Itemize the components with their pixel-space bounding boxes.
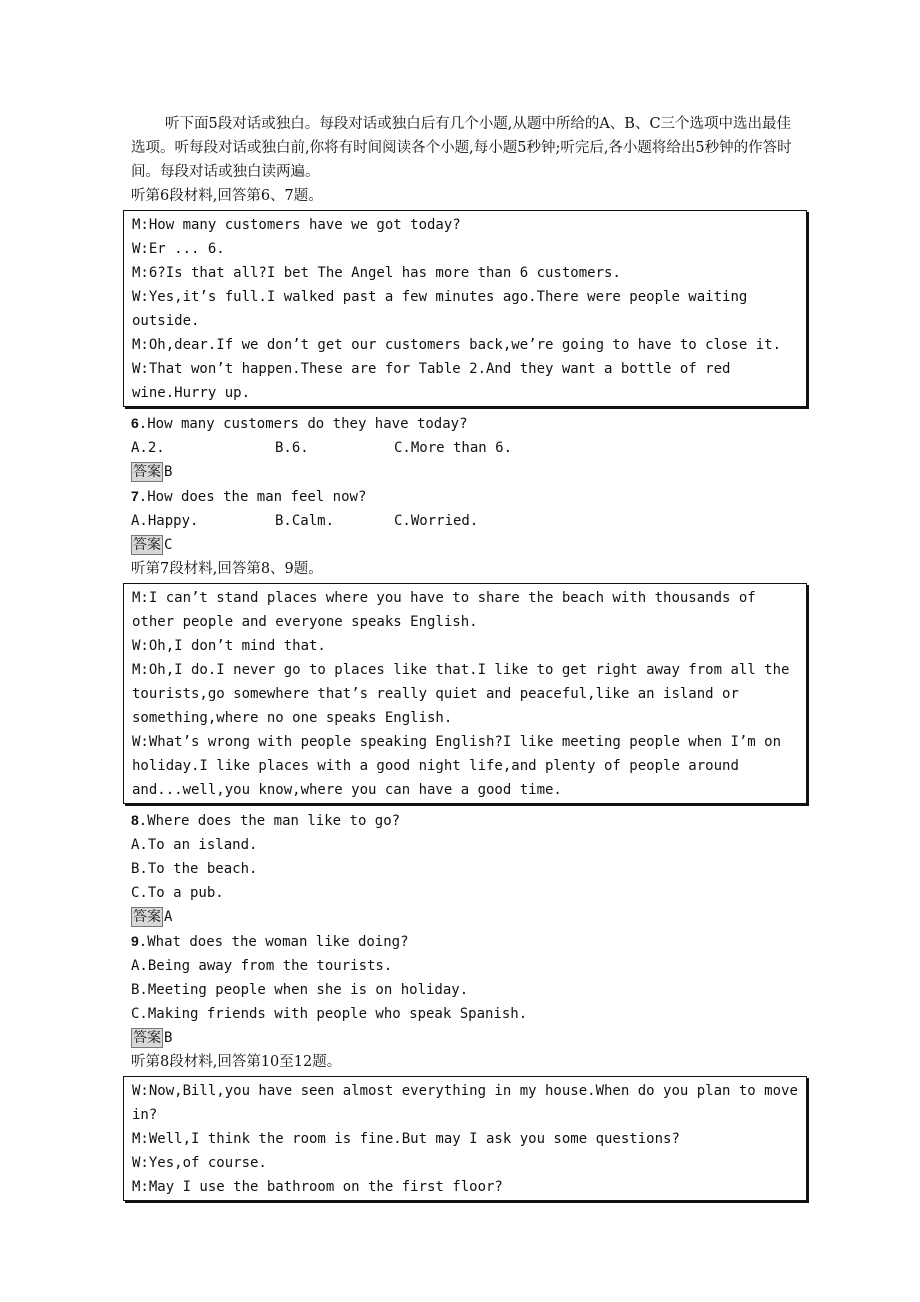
option-b[interactable]: B.Meeting people when she is on holiday.	[131, 982, 469, 998]
transcript-line: W:Now,Bill,you have seen almost everything in my house.When do you plan to move in?	[132, 1083, 798, 1123]
section-heading: 听第7段材料,回答第8、9题。	[131, 561, 323, 577]
transcript-line: W:Yes,it’s full.I walked past a few minutes ago.There were people waiting outside.	[132, 289, 748, 329]
transcript-line: M:I can’t stand places where you have to share the beach with thousands of other people and everyone speaks English.	[132, 590, 756, 630]
transcript-line: W:Oh,I don’t mind that.	[132, 638, 326, 654]
section-heading: 听第8段材料,回答第10至12题。	[131, 1054, 342, 1070]
document-page	[131, 112, 801, 1205]
transcript-line: M:May I use the bathroom on the first floor?	[132, 1179, 503, 1195]
option-c[interactable]: C.Making friends with people who speak Spanish.	[131, 1006, 528, 1022]
question	[131, 411, 801, 436]
answer-value: B	[164, 464, 173, 480]
option-c[interactable]: C.To a pub.	[131, 885, 224, 901]
answer-row	[131, 460, 801, 484]
question	[131, 929, 801, 954]
transcript-line: W:Yes,of course.	[132, 1155, 267, 1171]
option-a[interactable]: A.Being away from the tourists.	[131, 958, 393, 974]
option-b[interactable]: B.6.	[275, 440, 309, 456]
transcript-line: M:How many customers have we got today?	[132, 217, 461, 233]
option-a[interactable]: A.Happy.	[131, 513, 199, 529]
section-heading: 听第6段材料,回答第6、7题。	[131, 188, 323, 204]
option-a[interactable]: A.2.	[131, 440, 165, 456]
question-number: 9	[131, 933, 139, 949]
instructions: 听下面5段对话或独白。每段对话或独白后有几个小题,从题中所给的A、B、C三个选项中选出最佳选项。听每段对话或独白前,你将有时间阅读各个小题,每小题5秒钟;听完后,各小题将给出5秒钟的作答时间。每段对话或独白读两遍。	[131, 116, 792, 180]
question-text: .What does the woman like doing?	[138, 934, 409, 950]
transcript-line: W:Er ... 6.	[132, 241, 225, 257]
transcript-line: W:That won’t happen.These are for Table 2.And they want a bottle of red wine.Hurry up.	[132, 361, 731, 401]
options-row	[131, 436, 801, 460]
question-number: 7	[131, 488, 139, 504]
transcript-line: M:Oh,I do.I never go to places like that.I like to get right away from all the tourists,go somewhere that’s really quiet and peaceful,like an island or something,where no one speaks English.	[132, 662, 790, 726]
answer-row	[131, 1026, 801, 1050]
option-c[interactable]: C.Worried.	[394, 513, 479, 529]
transcript-line: M:Well,I think the room is fine.But may I ask you some questions?	[132, 1131, 680, 1147]
options-row	[131, 509, 801, 533]
transcript-line: M:6?Is that all?I bet The Angel has more than 6 customers.	[132, 265, 621, 281]
answer-tag: 答案	[133, 464, 161, 480]
transcript-box	[123, 1076, 807, 1201]
question-number: 6	[131, 415, 139, 431]
answer-tag: 答案	[133, 1030, 161, 1046]
transcript-box	[123, 583, 807, 804]
question-text: .Where does the man like to go?	[138, 813, 401, 829]
answer-row	[131, 905, 801, 929]
option-b[interactable]: B.Calm.	[275, 513, 335, 529]
answer-value: B	[164, 1030, 173, 1046]
question-text: .How many customers do they have today?	[138, 416, 468, 432]
answer-tag: 答案	[133, 537, 161, 553]
answer-value: C	[164, 537, 173, 553]
question	[131, 808, 801, 833]
question-number: 8	[131, 812, 139, 828]
option-c[interactable]: C.More than 6.	[394, 440, 513, 456]
option-b[interactable]: B.To the beach.	[131, 861, 258, 877]
option-a[interactable]: A.To an island.	[131, 837, 258, 853]
answer-value: A	[164, 909, 173, 925]
transcript-box	[123, 210, 807, 407]
transcript-line: M:Oh,dear.If we don’t get our customers back,we’re going to have to close it.	[132, 337, 782, 353]
transcript-line: W:What’s wrong with people speaking English?I like meeting people when I’m on holiday.I like places with a good night life,and plenty of people around and...well,you know,where you can have a good time.	[132, 734, 782, 798]
answer-row	[131, 533, 801, 557]
question-text: .How does the man feel now?	[138, 489, 367, 505]
question	[131, 484, 801, 509]
answer-tag: 答案	[133, 909, 161, 925]
